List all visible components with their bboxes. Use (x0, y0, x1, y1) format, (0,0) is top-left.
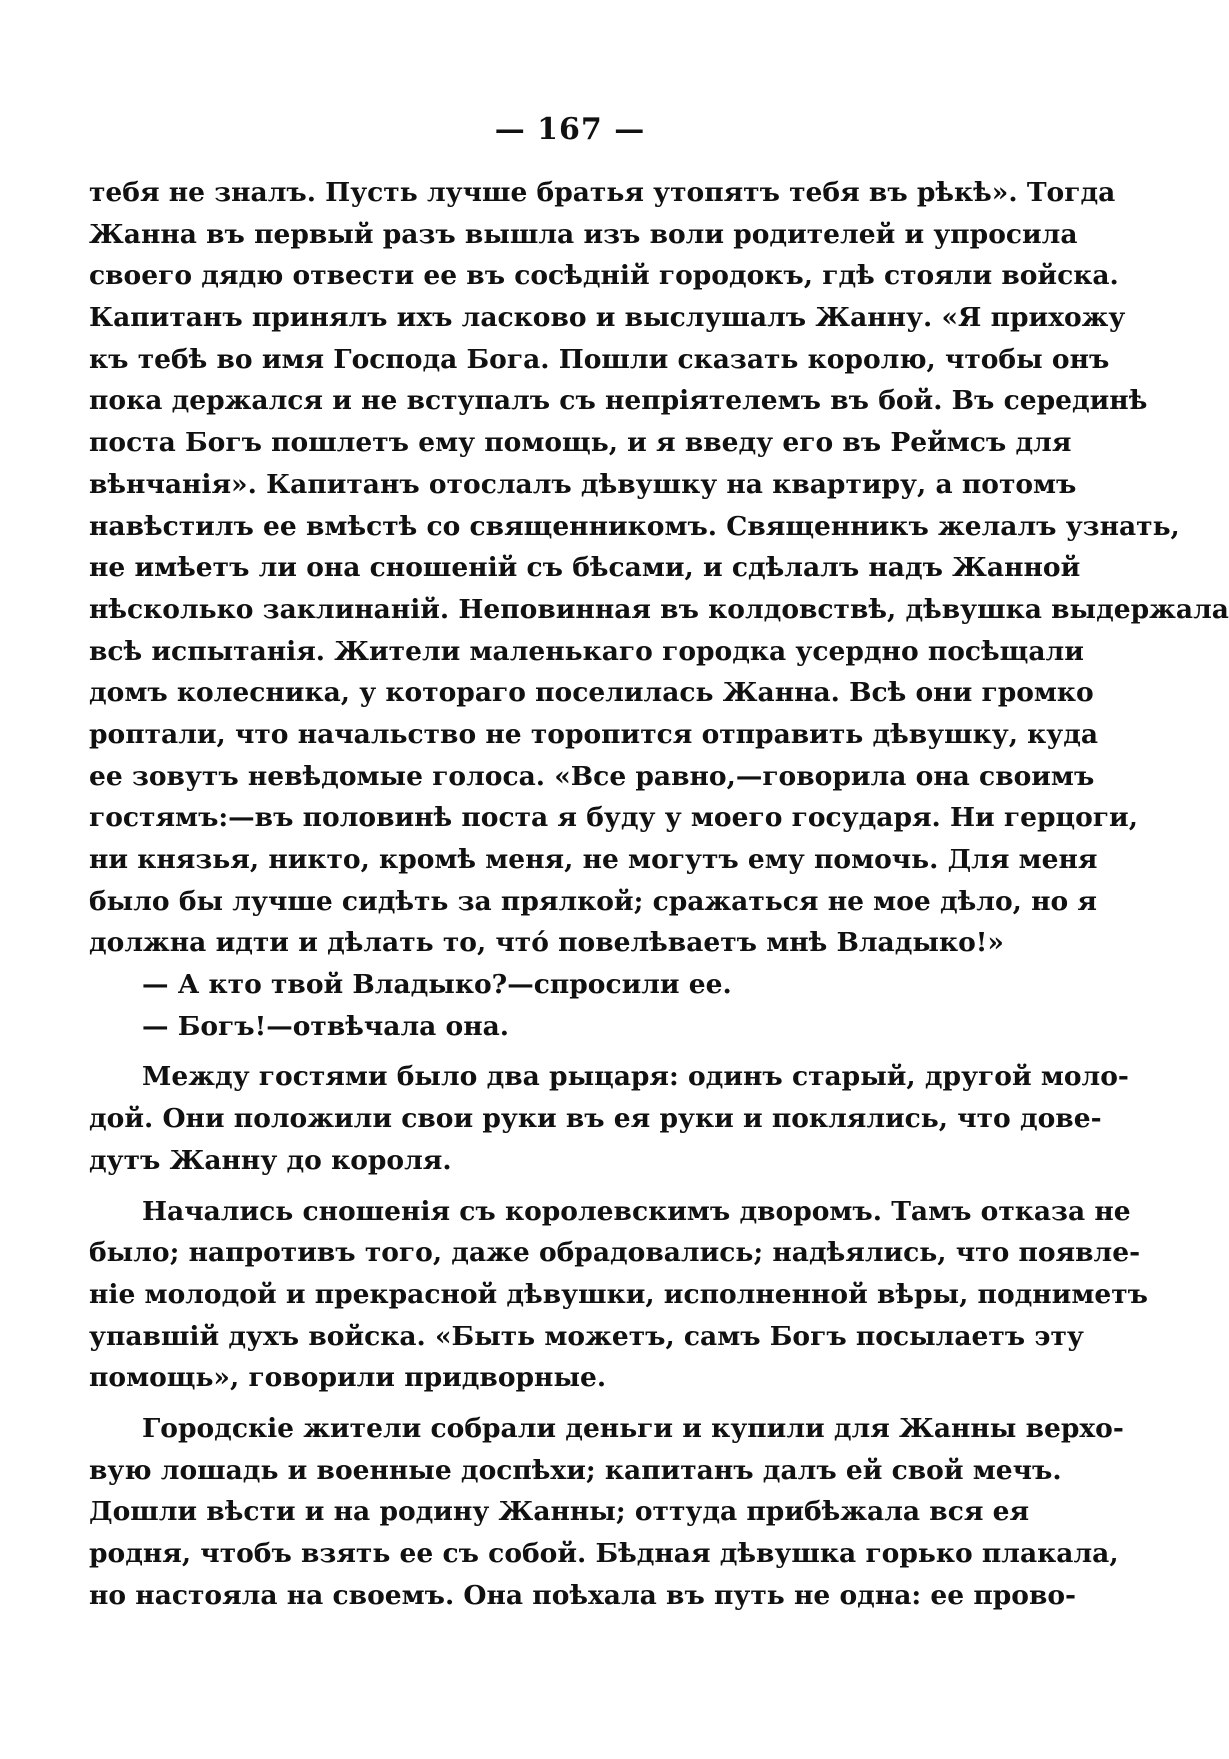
text-line: вѣнчанiя». Капитанъ отослалъ дѣвушку на квартиру, а потомъ (89, 468, 1077, 500)
page-body-text (89, 172, 1229, 1616)
text-line: гостямъ:—въ половинѣ поста я буду у моего государя. Ни герцоги, (89, 802, 1138, 834)
paragraph-first-line: Городскiе жители собрали деньги и купили для Жанны верхо- (142, 1412, 1124, 1444)
text-line: всѣ испытанiя. Жители маленькаго городка усердно посѣщали (89, 635, 1084, 667)
text-line: упавшiй духъ войска. «Быть можетъ, самъ Богъ посылаетъ эту (89, 1320, 1084, 1352)
text-line: дутъ Жанну до короля. (89, 1144, 452, 1176)
text-line: пока держался и не вступалъ съ непрiятелемъ въ бой. Въ серединѣ (89, 385, 1148, 417)
text-line: было; напротивъ того, даже обрадовались; надѣялись, что появле- (89, 1237, 1141, 1269)
text-line: нiе молодой и прекрасной дѣвушки, исполненной вѣры, подниметъ (89, 1278, 1148, 1310)
text-line: было бы лучше сидѣть за прялкой; сражаться не мое дѣло, но я (89, 885, 1097, 917)
text-line: но настояла на своемъ. Она поѣхала въ путь не одна: ее прово- (89, 1579, 1077, 1611)
page-number: — 167 — (494, 112, 646, 147)
paragraph-first-line: Начались сношенiя съ королевскимъ дворомъ. Тамъ отказа не (142, 1195, 1131, 1227)
text-line: родня, чтобъ взять ее съ собой. Бѣдная дѣвушка горько плакала, (89, 1538, 1119, 1569)
text-line: помощь», говорили придворные. (89, 1362, 607, 1394)
paragraph-first-line: Между гостями было два рыцаря: одинъ старый, другой моло- (142, 1061, 1129, 1093)
dialogue-line: — А кто твой Владыко?—спросили ее. (142, 969, 732, 1001)
text-line: вую лошадь и военные доспѣхи; капитанъ далъ ей свой мечъ. (89, 1454, 1062, 1486)
text-line: поста Богъ пошлетъ ему помощь, и я введу его въ Реймсъ для (89, 427, 1072, 459)
text-line: ни князья, никто, кромѣ меня, не могутъ ему помочь. Для меня (89, 844, 1098, 875)
text-line: своего дядю отвести ее въ сосѣднiй городокъ, гдѣ стояли войска. (89, 260, 1119, 292)
text-line: нѣсколько заклинанiй. Неповинная въ колдовствѣ, дѣвушка выдержала (89, 593, 1229, 625)
text-line: домъ колесника, у котораго поселилась Жанна. Всѣ они громко (89, 677, 1094, 709)
text-line: навѣстилъ ее вмѣстѣ со священникомъ. Священникъ желалъ узнать, (89, 510, 1180, 542)
text-line: Капитанъ принялъ ихъ ласково и выслушалъ Жанну. «Я прихожу (89, 302, 1126, 334)
text-line: должна идти и дѣлать то, чтó повелѣваетъ мнѣ Владыко!» (89, 927, 1004, 959)
text-line: къ тебѣ во имя Господа Бога. Пошли сказать королю, чтобы онъ (89, 343, 1110, 375)
text-line: роптали, что начальство не торопится отправить дѣвушку, куда (89, 718, 1099, 750)
text-line: не имѣетъ ли она сношенiй съ бѣсами, и сдѣлалъ надъ Жанной (89, 552, 1081, 584)
text-line: Дошли вѣсти и на родину Жанны; оттуда прибѣжала вся ея (89, 1496, 1030, 1528)
dialogue-line: — Богъ!—отвѣчала она. (142, 1010, 510, 1042)
text-line: дой. Они положили свои руки въ ея руки и поклялись, что дове- (89, 1103, 1102, 1135)
text-line: тебя не зналъ. Пусть лучше братья утопятъ тебя въ рѣкѣ». Тогда (89, 177, 1116, 208)
text-line: Жанна въ первый разъ вышла изъ воли родителей и упросила (89, 218, 1078, 250)
text-line: ее зовутъ невѣдомые голоса. «Все равно,—говорила она своимъ (89, 760, 1095, 792)
